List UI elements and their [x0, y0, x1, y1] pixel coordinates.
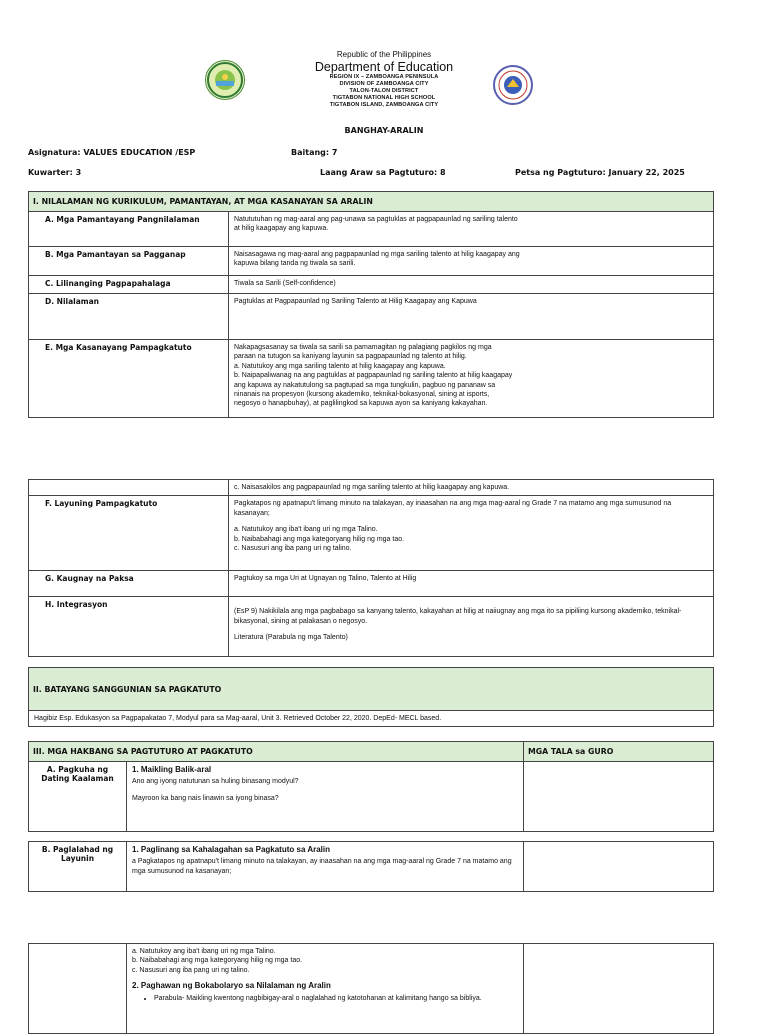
row-d-value: Pagtuklas at Pagpapaunlad ng Sariling Talento at Hilig Kaagapay ang Kapuwa	[229, 294, 714, 340]
vocab-bullet: • Parabula- Maikling kwentong nagbibigay-aral o naglalahad ng katotohanan at kalimitang hango sa bibliya.	[154, 994, 518, 1003]
notes-header: MGA TALA sa GURO	[524, 742, 714, 762]
step-b-content: 1. Paglinang sa Kahalagahan sa Pagkatuto sa Aralin a Pagkatapos ng apatnapu't limang minuto na talakayan, ay inaasahan na ang mga mag-aaral ng Grade 7 na matamo ang mga sumusunod na kasanayan;	[127, 842, 524, 892]
step-a-title: 1. Maikling Balik-aral	[132, 765, 212, 774]
step-b-title: 1. Paglinang sa Kahalagahan sa Pagkatuto sa Aralin	[132, 845, 330, 854]
step-a-notes	[524, 762, 714, 832]
row-d-label: D. Nilalaman	[29, 294, 229, 340]
row-a-label: A. Mga Pamantayang Pangnilalaman	[29, 212, 229, 247]
section3-c-table	[28, 943, 714, 1034]
row-e-value: Nakapagsasanay sa tiwala sa sarili sa pamamagitan ng palagiang pagkilos ng mga paraan na tutugon sa kaniyang layunin sa pagpapaunlad ng talento at hilig. a. Natutukoy ang mga sariling talento at hilig kaagapay ang kapuwa. b. Naipapaliwanag na ang pagtuklas at pagpapaunlad ng sariling talento at hilig kaagapay ang kapuwa ay nakatutulong sa pagtupad sa mga tungkulin, pagbuo ng pananaw sa ninanais na propesyon (kursong akademiko, teknikal-bokasyonal, sining at isports, negosyo o hanapbuhay), at paglilingkod sa kapuwa ayon sa kaniyang kakayahan.	[229, 340, 714, 418]
row-g-value: Pagtukoy sa mga Uri at Ugnayan ng Talino, Talento at Hilig	[229, 571, 714, 597]
row-c-label: C. Lilinanging Pagpapahalaga	[29, 276, 229, 294]
laang-araw: Laang Araw sa Pagtuturo: 8	[320, 168, 446, 177]
address-line: TIGTABON ISLAND, ZAMBOANGA CITY	[329, 102, 439, 108]
section1-table	[28, 191, 714, 418]
section3-b-table	[28, 841, 714, 892]
row-f-label: F. Layuning Pampagkatuto	[29, 496, 229, 571]
step-c-label	[29, 944, 127, 1034]
asignatura: Asignatura: VALUES EDUCATION /ESP	[28, 148, 196, 157]
row-h-label: H. Integrasyon	[29, 597, 229, 657]
row-b-value: Naisasagawa ng mag-aaral ang pagpapaunlad ng mga sariling talento at hilig kaagapay ang kapuwa bilang tanda ng tiwala sa sarili.	[229, 247, 714, 276]
row-c-value: Tiwala sa Sarili (Self-confidence)	[229, 276, 714, 294]
section2-table	[28, 667, 714, 727]
region-line: REGION IX – ZAMBOANGA PENINSULA	[329, 74, 439, 80]
step-a-label: A. Pagkuha ng Dating Kaalaman	[29, 762, 127, 832]
document-title: BANGHAY-ARALIN	[344, 126, 424, 135]
row-f-value: Pagkatapos ng apatnapu't limang minuto na talakayan, ay inaasahan na ang mga mag-aaral ng Grade 7 na matamo ang mga sumusunod na kasanayan; a. Natutukoy ang iba't ibang uri ng mga Talino. b. Naibabahagi ang mga kategoryang hilig ng mga tao. c. Nasusuri ang iba pang uri ng talino.	[229, 496, 714, 571]
row-h-value: (EsP 9) Nakikilala ang mga pagbabago sa kanyang talento, kakayahan at hilig at naiiugnay ang mga ito sa pipiliing kursong akademiko, teknikal-bikasyonal, sining at palakasan o negosyo. Literatura (Parabula ng mga Talento)	[229, 597, 714, 657]
row-e-label: E. Mga Kasanayang Pampagkatuto	[29, 340, 229, 418]
step-c-content: a. Natutukoy ang iba't ibang uri ng mga Talino. b. Naibabahagi ang mga kategoryang hilig ng mga tao. c. Nasusuri ang iba pang uri ng talino. 2. Paghawan ng Bokabolaryo sa Nilalaman ng Aralin • Parabula- Maikling kwentong nagbibigay-aral o naglalahad ng katotohanan at kalimitang hango sa bibliya.	[127, 944, 524, 1034]
kuwarter: Kuwarter: 3	[28, 168, 82, 177]
petsa: Petsa ng Pagtuturo: January 22, 2025	[515, 168, 685, 177]
row-g-label: G. Kaugnay na Paksa	[29, 571, 229, 597]
division-line: DIVISION OF ZAMBOANGA CITY	[339, 81, 429, 87]
step-b-label: B. Paglalahad ng Layunin	[29, 842, 127, 892]
step-a-content: 1. Maikling Balik-aral Ano ang iyong natutunan sa huling binasang modyul? Mayroon ka bang nais linawin sa iyong binasa?	[127, 762, 524, 832]
row-c-cont-value: c. Naisasakilos ang pagpapaunlad ng mga sariling talento at hilig kaagapay ang kapuwa.	[229, 480, 714, 496]
step-c-title: 2. Paghawan ng Bokabolaryo sa Nilalaman ng Aralin	[132, 981, 331, 991]
republic-line: Republic of the Philippines	[336, 50, 432, 59]
section1-continued-table	[28, 479, 714, 657]
section3-table	[28, 741, 714, 832]
row-a-value: Natututuhan ng mag-aaral ang pag-unawa sa pagtuklas at pagpapaunlad ng sariling talento at hilig kaagapay ang kapuwa.	[229, 212, 714, 247]
step-b-notes	[524, 842, 714, 892]
district-line: TALON-TALON DISTRICT	[349, 88, 419, 94]
row-c-cont-label	[29, 480, 229, 496]
department-name: Department of Education	[314, 60, 454, 74]
baitang: Baitang: 7	[291, 148, 338, 157]
section1-header: I. NILALAMAN NG KURIKULUM, PAMANTAYAN, AT MGA KASANAYAN SA ARALIN	[29, 192, 714, 212]
reference-text: Hagibiz Esp. Edukasyon sa Pagpapakatao 7, Modyul para sa Mag-aaral, Unit 3. Retrieved October 22, 2020. DepEd- MECL based.	[29, 711, 714, 727]
row-b-label: B. Mga Pamantayan sa Pagganap	[29, 247, 229, 276]
section2-header: II. BATAYANG SANGGUNIAN SA PAGKATUTO	[29, 668, 714, 711]
section3-header: III. MGA HAKBANG SA PAGTUTURO AT PAGKATUTO	[29, 742, 524, 762]
step-c-notes	[524, 944, 714, 1034]
school-line: TIGTABON NATIONAL HIGH SCHOOL	[332, 95, 436, 101]
